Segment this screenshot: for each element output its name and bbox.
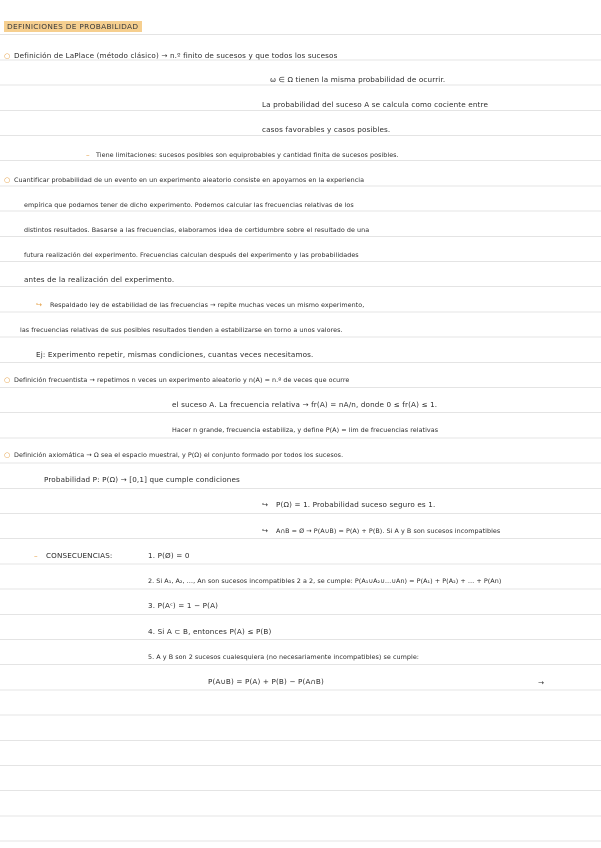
bullet-icon: ○ — [4, 450, 11, 459]
laplace-line-3: La probabilidad del suceso A se calcula como cociente entre — [262, 100, 489, 109]
consecuencia-item: 1. P(Ø) = 0 — [148, 551, 190, 560]
cuantificar-line-3: distintos resultados. Basarse a las frecuencias, elaboramos idea de certidumbre sobre el resultado de una — [24, 226, 370, 234]
laplace-line-4: casos favorables y casos posibles. — [262, 125, 391, 134]
axiomatica-line-1: Definición axiomática → Ω sea el espacio muestral, y P(Ω) el conjunto formado por todos los sucesos. — [14, 451, 344, 459]
ley-line-2: las frecuencias relativas de sus posibles resultados tienden a estabilizarse en torno a unos valores. — [20, 326, 343, 334]
axiomatica-line-3: P(Ω) = 1. Probabilidad suceso seguro es 1. — [276, 500, 436, 509]
bullet-icon: ○ — [4, 375, 11, 384]
page-title: DEFINICIONES DE PROBABILIDAD — [4, 21, 142, 32]
consecuencia-item: 2. Si A₁, A₂, …, An son sucesos incompatibles 2 a 2, se cumple: P(A₁∪A₂∪…∪An) = P(A₁) + P(A₂) + … + P(An) — [148, 577, 502, 585]
cuantificar-line-5: antes de la realización del experimento. — [24, 275, 175, 284]
bullet-icon: ○ — [4, 51, 11, 60]
axiomatica-line-2: Probabilidad P: P(Ω) → [0,1] que cumple condiciones — [44, 475, 240, 484]
consecuencia-item: 5. A y B son 2 sucesos cualesquiera (no necesariamente incompatibles) se cumple: — [148, 653, 420, 661]
cuantificar-line-2: empírica que podamos tener de dicho experimento. Podemos calcular las frecuencias relativas de los — [24, 201, 354, 209]
ley-line-3: Ej: Experimento repetir, mismas condiciones, cuantas veces necesitamos. — [36, 350, 314, 359]
bullet-icon: ○ — [4, 175, 11, 184]
arrow-icon: → — [538, 678, 545, 687]
consecuencias-label: CONSECUENCIAS: — [46, 551, 113, 560]
laplace-line-5: Tiene limitaciones: sucesos posibles son equiprobables y cantidad finita de sucesos posibles. — [96, 151, 399, 159]
ley-line-1: Respaldado ley de estabilidad de las frecuencias → repite muchas veces un mismo experimento, — [50, 301, 365, 309]
hook-arrow-icon: ↪ — [262, 526, 269, 535]
dash-icon: – — [86, 150, 90, 159]
consecuencia-formula: P(A∪B) = P(A) + P(B) − P(A∩B) — [208, 677, 324, 686]
frecuentista-line-1: Definición frecuentista → repetimos n veces un experimento aleatorio y n(A) = n.º de veces que ocurre — [14, 376, 350, 384]
frecuentista-line-2: el suceso A. La frecuencia relativa → fr(A) = nA/n, donde 0 ≤ fr(A) ≤ 1. — [172, 400, 438, 409]
laplace-line-1: Definición de LaPlace (método clásico) → n.º finito de sucesos y que todos los sucesos — [14, 51, 338, 60]
cuantificar-line-1: Cuantificar probabilidad de un evento en un experimento aleatorio consiste en apoyarnos en la experiencia — [14, 176, 365, 184]
hook-arrow-icon: ↪ — [262, 500, 269, 509]
axiomatica-line-4: A∩B = Ø → P(A∪B) = P(A) + P(B). Si A y B son sucesos incompatibles — [276, 527, 501, 535]
laplace-line-2: ω ∈ Ω tienen la misma probabilidad de ocurrir. — [270, 75, 446, 84]
frecuentista-line-3: Hacer n grande, frecuencia estabiliza, y define P(A) = lim de frecuencias relativas — [172, 426, 439, 434]
dash-icon: – — [34, 551, 38, 560]
hook-arrow-icon: ↪ — [36, 300, 43, 309]
consecuencia-item: 3. P(Aᶜ) = 1 − P(A) — [148, 601, 219, 610]
cuantificar-line-4: futura realización del experimento. Frecuencias calculan después del experimento y las probabilidades — [24, 251, 359, 259]
consecuencia-item: 4. Si A ⊂ B, entonces P(A) ≤ P(B) — [148, 627, 272, 636]
